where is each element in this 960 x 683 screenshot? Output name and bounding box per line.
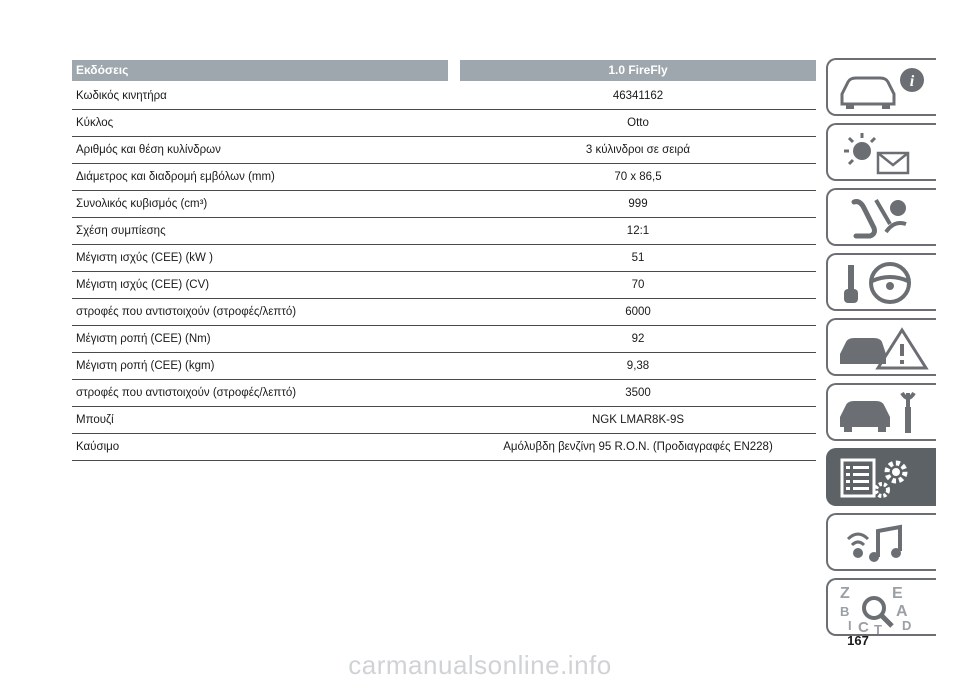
index-letter: B [840, 604, 850, 619]
table-header [72, 60, 816, 81]
row-value: 70 x 86,5 [614, 171, 662, 183]
row-label: στροφές που αντιστοιχούν (στροφές/λεπτό) [76, 387, 297, 399]
table-row [72, 380, 816, 407]
row-value: 46341162 [612, 90, 664, 102]
row-label: Αριθμός και θέση κυλίνδρων [76, 144, 221, 156]
index-letter: Z [840, 585, 850, 602]
row-label: Μέγιστη ροπή (CEE) (kgm) [76, 360, 215, 372]
table-row [72, 434, 816, 461]
row-value: 92 [631, 333, 645, 345]
row-label: στροφές που αντιστοιχούν (στροφές/λεπτό) [76, 306, 297, 318]
car-maintenance-icon [834, 389, 930, 437]
table-row [72, 353, 816, 380]
car-emergency-icon [834, 324, 930, 372]
row-value: 6000 [625, 306, 651, 318]
tab-maintenance[interactable] [826, 383, 936, 441]
index-letter: T [874, 622, 882, 636]
table-row [72, 110, 816, 137]
row-label: Καύσιμο [76, 441, 120, 453]
table-row [72, 83, 816, 110]
table-row [72, 407, 816, 434]
row-value: NGK LMAR8K-9S [591, 414, 685, 426]
airbag-seat-icon [834, 194, 930, 242]
row-label: Συνολικός κυβισμός (cm³) [76, 198, 208, 210]
row-value: 9,38 [626, 360, 650, 372]
row-value: 12:1 [626, 225, 650, 237]
table-row [72, 137, 816, 164]
key-steering-wheel-icon [834, 259, 930, 307]
row-value: 51 [631, 252, 645, 264]
index-letter: A [896, 603, 908, 620]
svg-text:i: i [909, 73, 915, 90]
index-alphabet-icon [834, 584, 930, 636]
header-label: Εκδόσεις [72, 60, 448, 81]
car-info-icon [834, 64, 930, 112]
tab-index[interactable] [826, 578, 936, 636]
row-value: 999 [628, 198, 648, 210]
table-row [72, 164, 816, 191]
tab-starting-driving[interactable] [826, 253, 936, 311]
row-label: Κωδικός κινητήρα [76, 90, 167, 102]
index-letter: E [892, 585, 903, 602]
watermark: carmanualsonline.info [348, 650, 612, 680]
index-letter: I [848, 618, 852, 633]
row-label: Μέγιστη ροπή (CEE) (Nm) [76, 333, 211, 345]
row-label: Σχέση συμπίεσης [76, 225, 166, 237]
table-row [72, 299, 816, 326]
table-row [72, 326, 816, 353]
tab-car-info[interactable] [826, 58, 936, 116]
table-row [72, 191, 816, 218]
row-label: Κύκλος [76, 117, 114, 129]
row-value: Otto [627, 117, 649, 129]
row-label: Μέγιστη ισχύς (CEE) (CV) [76, 279, 210, 291]
header-version: 1.0 FireFly [460, 60, 816, 81]
multimedia-icon [834, 519, 930, 567]
index-letter: C [858, 619, 869, 636]
warning-lights-icon [834, 129, 930, 177]
row-value: 3 κύλινδροι σε σειρά [585, 144, 691, 156]
page-number: 167 [847, 633, 869, 648]
tab-technical-data[interactable] [826, 448, 936, 506]
row-label: Διάμετρος και διαδρομή εμβόλων (mm) [76, 171, 275, 183]
tab-emergency[interactable] [826, 318, 936, 376]
spec-table [72, 60, 816, 461]
row-value: Αμόλυβδη βενζίνη 95 R.O.N. (Προδιαγραφές EN228) [503, 441, 773, 453]
technical-data-icon [834, 454, 930, 502]
table-row [72, 245, 816, 272]
table-row [72, 272, 816, 299]
row-label: Μέγιστη ισχύς (CEE) (kW ) [76, 252, 213, 264]
table-row [72, 218, 816, 245]
tab-warning-lights[interactable] [826, 123, 936, 181]
row-value: 70 [631, 279, 645, 291]
tab-multimedia[interactable] [826, 513, 936, 571]
row-value: 3500 [625, 387, 651, 399]
index-letter: D [902, 618, 912, 633]
row-label: Μπουζί [76, 414, 114, 426]
tab-safety[interactable] [826, 188, 936, 246]
chapter-tabs [826, 58, 960, 643]
